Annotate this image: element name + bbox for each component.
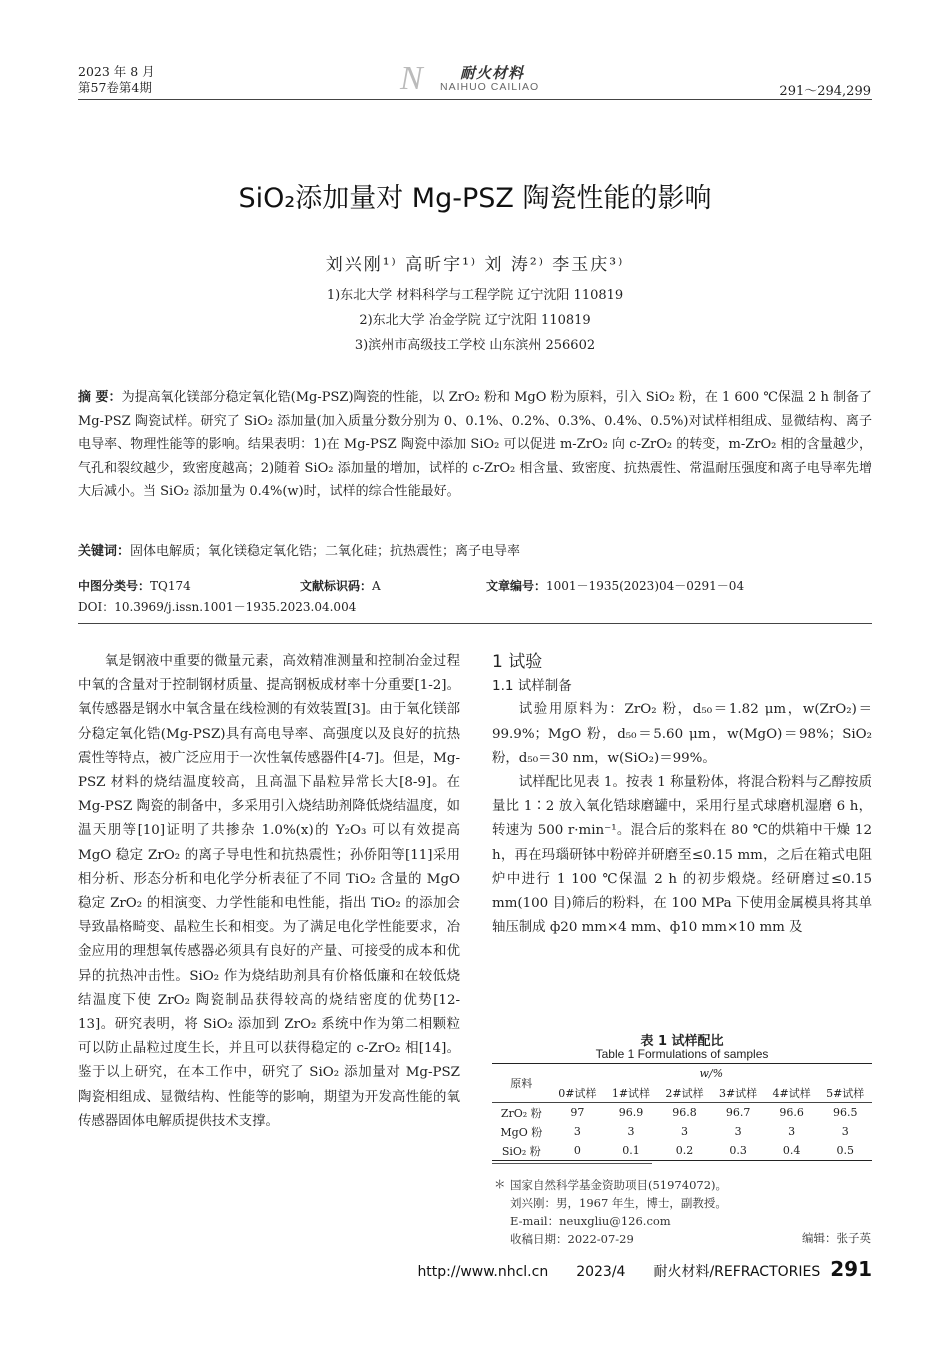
footnote-rule	[492, 1163, 652, 1164]
intro-paragraph: 氧是钢液中重要的微量元素，高效精准测量和控制冶金过程中氧的含量对于控制钢材质量、提高钢板成材率十分重要[1-2]。氧传感器是钢水中氧含量在线检测的有效装置[3]。由于氧化镁部分稳定氧化锆(Mg-PSZ)具有高电导率、高强度以及良好的抗热震性等特点，被广泛应用于一次性氧传感器件[4-7]。但是，Mg-PSZ 材料的烧结温度较高，且高温下晶粒异常长大[8-9]。在 Mg-PSZ 陶瓷的制备中，多采用引入烧结助剂降低烧结温度，如温天朋等[10]证明了共掺杂 1.0%(x)的 Y₂O₃ 可以有效提高 MgO 稳定 ZrO₂ 的离子导电性和抗热震性；孙侨阳等[11]采用相分析、形态分析和电化学分析表征了不同 TiO₂ 含量的 MgO 稳定 ZrO₂ 的相演变、力学性能和电性能，指出 TiO₂ 的添加会导致晶格畸变、晶粒生长和相变。为了满足电化学性能要求，冶金应用的理想氧传感器必须具有良好的产量、可接受的成本和优异的抗热冲击性。SiO₂ 作为烧结助剂具有价格低廉和在较低烧结温度下使 ZrO₂ 陶瓷制品获得较高的烧结密度的优势[12-13]。研究表明，将 SiO₂ 添加到 ZrO₂ 系统中作为第二相颗粒可以防止晶粒过度生长，并且可以获得稳定的 c-ZrO₂ 相[14]。鉴于以上研究，在本工作中，研究了 SiO₂ 添加量对 Mg-PSZ 陶瓷相组成、显微结构、性能等的影响，期望为开发高性能的氧传感器固体电解质提供技术支撑。	[78, 654, 460, 1129]
logo-n-glyph: N	[400, 60, 423, 97]
keywords	[78, 540, 872, 564]
affiliation-1: 1)东北大学 材料科学与工程学院 辽宁沈阳 110819	[326, 288, 624, 303]
received-date: 收稿日期：2022-07-29	[510, 1232, 634, 1246]
table-header-unit: w/%	[699, 1067, 724, 1080]
article-title: SiO₂添加量对 Mg-PSZ 陶瓷性能的影响	[238, 183, 712, 214]
body-column-right	[492, 650, 872, 940]
author-email: E-mail：neuxgliu@126.com	[510, 1214, 671, 1228]
footer-journal: 耐火材料/REFRACTORIES	[653, 1264, 821, 1280]
body-column-left	[78, 650, 460, 1134]
issue-info	[78, 64, 155, 96]
article-number: 文章编号：1001－1935(2023)04－0291－04	[486, 579, 745, 593]
year-month: 2023 年 8 月	[78, 64, 155, 79]
keywords-text: 固体电解质；氧化镁稳定氧化锆；二氧化硅；抗热震性；离子电导率	[130, 544, 521, 559]
materials-paragraph: 试验用原料为：ZrO₂ 粉，d₅₀＝1.82 μm，w(ZrO₂)＝99.9%；MgO 粉，d₅₀＝5.60 μm，w(MgO)＝98%；SiO₂ 粉，d₅₀＝30 nm，w(SiO₂)＝99%。	[492, 702, 872, 766]
journal-url[interactable]: http://www.nhcl.cn	[417, 1264, 549, 1280]
abstract	[78, 386, 872, 504]
fund-info: 国家自然科学基金资助项目(51974072)。	[510, 1178, 728, 1192]
author-bio: 刘兴刚：男，1967 年生，博士，副教授。	[510, 1196, 727, 1210]
table-caption-en: Table 1 Formulations of samples	[595, 1047, 769, 1061]
volume-issue: 第57卷第4期	[78, 80, 152, 95]
footer-issue: 2023/4	[576, 1264, 626, 1280]
footnote-marker: ＊	[494, 1177, 506, 1191]
journal-name-cn: 耐火材料	[460, 64, 525, 82]
affiliation-3: 3)滨州市高级技工学校 山东滨州 256602	[354, 338, 596, 353]
subsection-heading-1-1: 1.1 试样制备	[492, 678, 572, 695]
keywords-label: 关键词：	[78, 544, 131, 559]
editor-credit: 编辑：张子英	[802, 1231, 871, 1245]
page-footer	[389, 1257, 872, 1281]
section-heading-1: 1 试验	[492, 652, 543, 672]
abstract-label: 摘 要：	[78, 390, 122, 405]
affiliation-2: 2)东北大学 冶金学院 辽宁沈阳 110819	[359, 313, 591, 328]
journal-logo	[400, 60, 550, 100]
header-rule	[78, 99, 872, 100]
table-row: SiO₂ 粉 0 0.1 0.2 0.3 0.4 0.5	[492, 1141, 872, 1161]
page-number: 291	[830, 1257, 872, 1281]
preparation-paragraph: 试样配比见表 1。按表 1 称量粉体，将混合粉料与乙醇按质量比 1∶2 放入氧化锆球磨罐中，采用行星式球磨机湿磨 6 h，转速为 500 r·min⁻¹。混合后的浆料在 80 ℃的烘箱中干燥 12 h，再在玛瑙研钵中粉碎并研磨至≤0.15 mm，之后在箱式电阻炉中进行 1 100 ℃保温 2 h 的初步煅烧。经研磨过≤0.15 mm(100 目)筛后的粉料，在 100 MPa 下使用金属模具将其单轴压制成 ф20 mm×4 mm、ф10 mm×10 mm 及	[492, 775, 872, 936]
abstract-text: 为提高氧化镁部分稳定氧化锆(Mg-PSZ)陶瓷的性能，以 ZrO₂ 粉和 MgO 粉为原料，引入 SiO₂ 粉，在 1 600 ℃保温 2 h 制备了 Mg-PSZ 陶瓷试样。研究了 SiO₂ 添加量(加入质量分数分别为 0、0.1%、0.2%、0.3%、0.4%、0.5%)对试样相组成、显微结构、离子电导率、物理性能等的影响。结果表明：1)在 Mg-PSZ 陶瓷中添加 SiO₂ 可以促进 m-ZrO₂ 向 c-ZrO₂ 的转变，m-ZrO₂ 相的含量越少，气孔和裂纹越少，致密度越高；2)随着 SiO₂ 添加量的增加，试样的 c-ZrO₂ 相含量、致密度、抗热震性、常温耐压强度和离子电导率先增大后减小。当 SiO₂ 添加量为 0.4%(w)时，试样的综合性能最好。	[78, 390, 872, 500]
formulation-table	[492, 1063, 872, 1161]
footnote	[510, 1176, 727, 1248]
table-row: MgO 粉 3 3 3 3 3 3	[500, 1125, 849, 1139]
document-code: 文献标识码：A	[300, 579, 381, 593]
table-row: ZrO₂ 粉 97 96.9 96.8 96.7 96.6 96.5	[500, 1106, 858, 1120]
page-range: 291～294,299	[779, 84, 871, 99]
table-header-raw: 原料	[492, 1064, 551, 1103]
table-caption-cn: 表 1 试样配比	[640, 1034, 724, 1049]
author-list: 刘兴刚¹⁾ 高昕宇¹⁾ 刘 涛²⁾ 李玉庆³⁾	[325, 255, 625, 275]
clc-number: 中图分类号：TQ174	[78, 579, 191, 593]
doi: DOI：10.3969/j.issn.1001－1935.2023.04.004	[78, 600, 357, 614]
journal-name-en: NAIHUO CAILIAO	[440, 81, 540, 93]
table-column-headers: 0#试样 1#试样 2#试样 3#试样 4#试样 5#试样	[492, 1083, 872, 1103]
abstract-rule	[78, 623, 872, 624]
